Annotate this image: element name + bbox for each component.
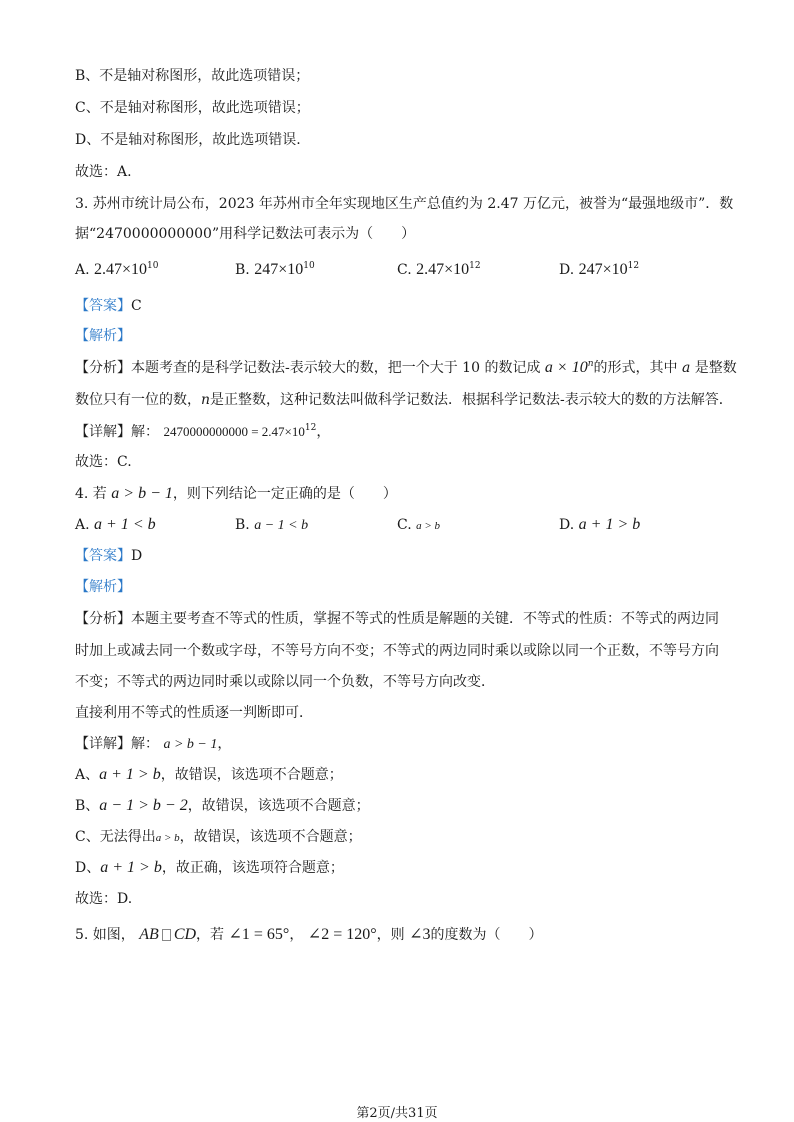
q3-options xyxy=(75,260,725,282)
q4-fenxi-line1: 【分析】本题主要考查不等式的性质，掌握不等式的性质是解题的关键．不等式的性质：不等式的两边同 xyxy=(75,611,719,627)
q4-options xyxy=(75,515,725,537)
q4-answer: 【答案】D xyxy=(75,548,143,564)
q4-item-b: B、a − 1 > b − 2，故错误，该选项不合题意； xyxy=(75,797,370,814)
q4-choose: 故选：D. xyxy=(75,891,133,907)
q3-stem-line2: 据“2470000000000”用科学记数法可表示为（ ） xyxy=(75,226,416,242)
q3-option-d: D. $247\times 10^{12}$ xyxy=(559,261,640,278)
answer-tag: 【答案】 xyxy=(75,298,131,314)
page-number: 第2页/共31页 xyxy=(356,1106,438,1121)
q3-fenxi-line2: 数位只有一位的数，n是正整数，这种记数法叫做科学记数法．根据科学记数法-表示较大的数的方法解答． xyxy=(75,392,733,408)
q5-stem: 5. 如图， AB CD，若 ∠1 = 65°， ∠2 = 120°，则 ∠3的度数为（ ） xyxy=(75,926,543,943)
q4-stem: 4. 若 a > b − 1，则下列结论一定正确的是（ ） xyxy=(75,485,397,502)
q4-item-a: A、a + 1 > b，故错误，该选项不合题意； xyxy=(75,766,343,783)
q3-option-b: B. $247\times 10^{10}$ xyxy=(235,261,315,278)
parallel-symbol-icon xyxy=(162,929,171,941)
q3-stem-line1: 3. 苏州市统计局公布，2023 年苏州市全年实现地区生产总值约为 2.47 万亿元，被誉为“最强地级市”．数 xyxy=(75,196,734,212)
q3-detail: 【详解】解： $2470000000000 = 2.47\times 10^{12}$， xyxy=(75,423,331,440)
q4-item-c: C、无法得出a > b，故错误，该选项不合题意； xyxy=(75,829,362,845)
q4-fenxi-line4: 直接利用不等式的性质逐一判断即可． xyxy=(75,705,313,721)
option-c-explanation: C、不是轴对称图形，故此选项错误； xyxy=(75,100,310,116)
q4-analysis-tag: 【解析】 xyxy=(75,579,131,595)
q4-detail: 【详解】解： a > b − 1， xyxy=(75,736,232,752)
q3-option-a: A. $2.47\times 10^{10}$ xyxy=(75,261,159,278)
option-b-explanation: B、不是轴对称图形，故此选项错误； xyxy=(75,68,310,84)
q3-answer: 【答案】C xyxy=(75,298,142,314)
q3-fenxi-line1: 【分析】本题考查的是科学记数法-表示较大的数，把一个大于 10 的数记成 $a \times 10^n$的形式，其中 a 是整数 xyxy=(75,359,737,376)
answer-tag: 【答案】 xyxy=(75,548,131,564)
q3-choose: 故选：C. xyxy=(75,454,132,470)
q4-item-d: D、a + 1 > b，故正确，该选项符合题意； xyxy=(75,859,344,876)
answer-choice-line: 故选：A. xyxy=(75,164,132,180)
q4-fenxi-line3: 不变；不等式的两边同时乘以或除以同一个负数，不等号方向改变． xyxy=(75,674,495,690)
q4-option-a: A. a + 1 < b xyxy=(75,516,156,533)
q4-fenxi-line2: 时加上或减去同一个数或字母，不等号方向不变；不等式的两边同时乘以或除以同一个正数，不等号方向 xyxy=(75,643,719,659)
q4-option-c: C. a > b xyxy=(397,517,441,533)
q4-option-b: B. a − 1 < b xyxy=(235,517,309,533)
q3-option-c: C. $2.47\times 10^{12}$ xyxy=(397,261,481,278)
option-d-explanation: D、不是轴对称图形，故此选项错误. xyxy=(75,132,301,148)
q3-analysis-tag: 【解析】 xyxy=(75,328,131,344)
q4-option-d: D. a + 1 > b xyxy=(559,516,641,533)
